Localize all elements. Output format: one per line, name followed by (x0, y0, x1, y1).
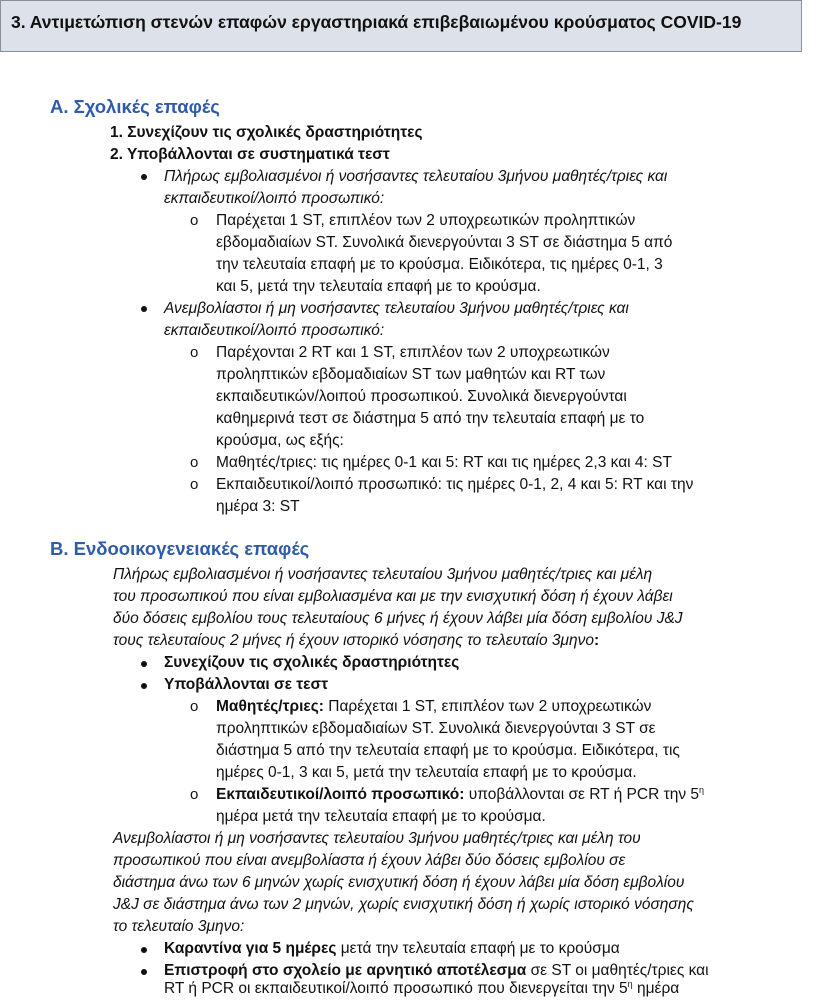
section-a-title: Α. Σχολικές επαφές (50, 96, 220, 117)
b-sub-1-line-3: διάστημα 5 από την τελευταία επαφή με το κρούσμα. Ειδικότερα, τις (216, 742, 680, 759)
b-sub-2-sup: η (699, 785, 705, 795)
bullet-1-line-1: Πλήρως εμβολιασμένοι ή νοσήσαντες τελευταίου 3μήνου μαθητές/τριες και (164, 168, 668, 185)
section-a-item-2: 2. Υποβάλλονται σε συστηματικά τεστ (110, 146, 390, 163)
intro-1-line-2: του προσωπικού που είναι εμβολιασμένα και με την ενισχυτική δόση ή έχουν λάβει (113, 588, 673, 605)
intro-2-line-4: J&J σε διάστημα άνω των 2 μηνών, χωρίς ενισχυτική δόση ή χωρίς ιστορικό νόσησης (113, 896, 694, 913)
q-bullet-1 (164, 938, 620, 960)
header-title: 3. Αντιμετώπιση στενών επαφών εργαστηριακά επιβεβαιωμένου κρούσματος COVID-19 (11, 12, 742, 32)
b-sub-1-line-4: ημέρες 0-1, 3 και 5, μετά την τελευταία επαφή με το κρούσμα. (216, 764, 637, 781)
bullet-icon (141, 174, 147, 180)
bullet-1-sub-line-2: εβδομαδιαίων ST. Συνολικά διενεργούνται 3 ST σε διάστημα 5 από (216, 234, 673, 251)
circle-bullet-icon: o (190, 786, 199, 803)
q-bullet-2-sup: η (627, 979, 633, 989)
bullet-1-sub-line-4: και 5, μετά την τελευταία επαφή με το κρούσμα. (216, 278, 541, 295)
q-bullet-2-line-2-end: ημέρα (632, 980, 680, 997)
bullet-2-sub2-line-1: Μαθητές/τριες: τις ημέρες 0-1 και 5: RT και τις ημέρες 2,3 και 4: ST (216, 454, 672, 471)
bullet-icon (141, 969, 147, 975)
b-bullet-1: Συνεχίζουν τις σχολικές δραστηριότητες (164, 654, 460, 671)
circle-bullet-icon: o (190, 476, 199, 493)
bullet-2-sub1-line-1: Παρέχονται 2 RT και 1 ST, επιπλέον των 2 υποχρεωτικών (216, 344, 610, 361)
intro-2-line-1: Ανεμβολίαστοι ή μη νοσήσαντες τελευταίου 3μήνου μαθητές/τριες και μέλη του (113, 830, 641, 847)
bullet-2-sub1-line-4: καθημερινά τεστ σε διάστημα 5 από την τελευταία επαφή με το (216, 410, 645, 427)
b-sub-2-line-2: ημέρα μετά την τελευταία επαφή με το κρούσμα. (216, 808, 546, 825)
intro-2-line-2: προσωπικού που είναι ανεμβολίαστα ή έχουν λάβει δύο δόσεις εμβολίου σε (113, 852, 626, 869)
circle-bullet-icon: o (190, 698, 199, 715)
b-sub-1-label: Μαθητές/τριες: (216, 698, 324, 715)
circle-bullet-icon: o (190, 344, 199, 361)
q-bullet-2-bold: Επιστροφή στο σχολείο με αρνητικό αποτέλεσμα (164, 962, 527, 979)
intro-1-colon: : (593, 632, 600, 649)
bullet-2-sub1-line-2: προληπτικών εβδομαδιαίων ST των μαθητών και RT των (216, 366, 606, 383)
b-sub-1-line-1 (216, 696, 651, 718)
q-bullet-2-line-2-text: RT ή PCR οι εκπαιδευτικοί/λοιπό προσωπικό που διενεργείται την 5 (164, 980, 628, 997)
bullet-2-sub1-line-5: κρούσμα, ως εξής: (216, 432, 344, 449)
q-bullet-2-line-2 (164, 978, 679, 1000)
b-sub-2-text: υποβάλλονται σε RT ή PCR την 5 (464, 786, 700, 803)
q-bullet-1-text: μετά την τελευταία επαφή με το κρούσμα (336, 940, 620, 957)
b-sub-2-line-1 (216, 784, 704, 806)
b-sub-1-line-2: προληπτικών εβδομαδιαίων ST. Συνολικά διενεργούνται 3 ST σε (216, 720, 656, 737)
bullet-icon (141, 306, 147, 312)
circle-bullet-icon: o (190, 454, 199, 471)
bullet-icon (141, 661, 147, 667)
bullet-icon (141, 683, 147, 689)
bullet-2-line-2: εκπαιδευτικοί/λοιπό προσωπικό: (164, 322, 385, 339)
section-b-title: Β. Ενδοοικογενειακές επαφές (50, 538, 310, 559)
bullet-2-sub3-line-2: ημέρα 3: ST (216, 498, 300, 515)
section-header (0, 0, 802, 52)
q-bullet-2-text: σε ST οι μαθητές/τριες και (526, 962, 709, 979)
bullet-2-sub3-line-1: Εκπαιδευτικοί/λοιπό προσωπικό: τις ημέρες 0-1, 2, 4 και 5: RT και την (216, 476, 694, 493)
bullet-2-line-1: Ανεμβολίαστοι ή μη νοσήσαντες τελευταίου 3μήνου μαθητές/τριες και (164, 300, 629, 317)
bullet-2-sub1-line-3: εκπαιδευτικών/λοιπού προσωπικού. Συνολικά διενεργούνται (216, 388, 627, 405)
section-a-item-1: 1. Συνεχίζουν τις σχολικές δραστηριότητες (110, 124, 423, 141)
bullet-1-line-2: εκπαιδευτικοί/λοιπό προσωπικό: (164, 190, 385, 207)
intro-1-line-4 (113, 630, 599, 652)
b-sub-2-label: Εκπαιδευτικοί/λοιπό προσωπικό: (216, 786, 465, 803)
b-bullet-2: Υποβάλλονται σε τεστ (164, 676, 329, 693)
circle-bullet-icon: o (190, 212, 199, 229)
intro-1-line-3: δύο δόσεις εμβολίου τους τελευταίους 6 μήνες ή έχουν λάβει μία δόση εμβολίου J&J (113, 610, 683, 627)
bullet-1-sub-line-1: Παρέχεται 1 ST, επιπλέον των 2 υποχρεωτικών προληπτικών (216, 212, 636, 229)
intro-1-line-1: Πλήρως εμβολιασμένοι ή νοσήσαντες τελευταίου 3μήνου μαθητές/τριες και μέλη (113, 566, 653, 583)
q-bullet-1-bold: Καραντίνα για 5 ημέρες (164, 940, 337, 957)
bullet-icon (141, 947, 147, 953)
intro-1-line-4-text: τους τελευταίους 2 μήνες ή έχουν ιστορικό νόσησης το τελευταίο 3μηνο (113, 632, 594, 649)
bullet-1-sub-line-3: την τελευταία επαφή με το κρούσμα. Ειδικότερα, τις ημέρες 0-1, 3 (216, 256, 663, 273)
intro-2-line-3: διάστημα άνω των 6 μηνών χωρίς ενισχυτική δόση ή έχουν λάβει μία δόση εμβολίου (113, 874, 685, 891)
intro-2-line-5: το τελευταίο 3μηνο: (113, 918, 245, 935)
b-sub-1-text: Παρέχεται 1 ST, επιπλέον των 2 υποχρεωτικών (323, 698, 652, 715)
